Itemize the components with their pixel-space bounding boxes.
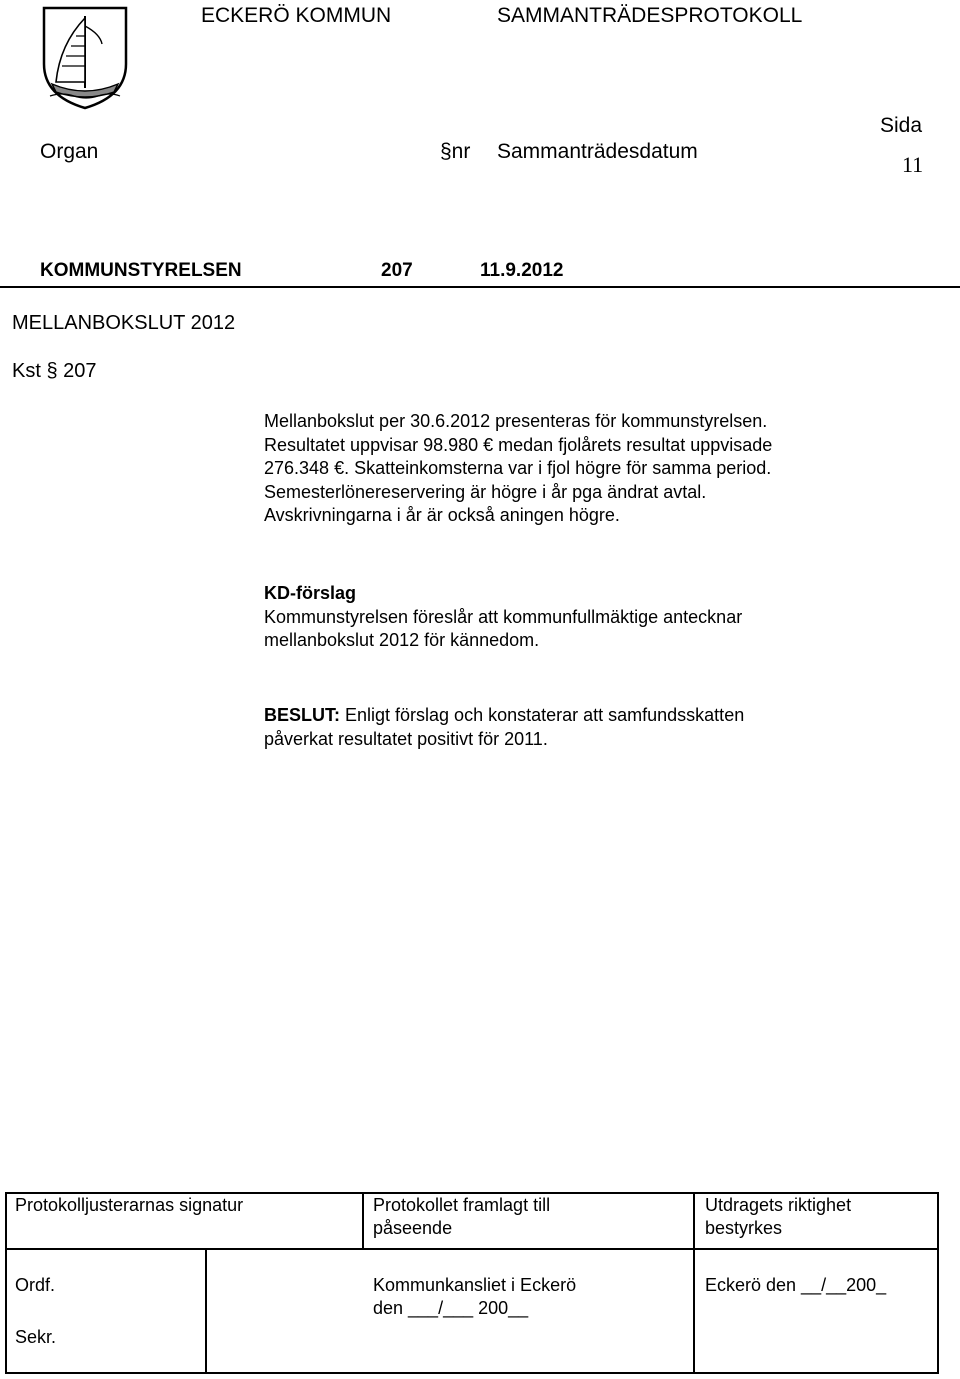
signature-head — [15, 1194, 243, 1217]
page-number: 11 — [902, 152, 924, 177]
section-reference: Kst § 207 — [12, 360, 97, 382]
body-paragraph — [264, 410, 772, 528]
meeting-date-value: 11.9.2012 — [480, 260, 564, 281]
posted-body-line: den ___/___ 200__ — [373, 1298, 529, 1318]
decision-text: Enligt förslag och konstaterar att samfundsskatten — [340, 705, 745, 725]
page-label: Sida — [880, 114, 923, 137]
signature-table-row-divider — [7, 1248, 937, 1250]
document-title: MELLANBOKSLUT 2012 — [12, 312, 236, 334]
posted-head-line: Protokollet framlagt till — [373, 1195, 551, 1215]
decision-line — [264, 704, 744, 728]
meeting-date-label: Sammanträdesdatum — [497, 140, 698, 163]
paragraph-line: Avskrivningarna i år är också aningen högre. — [264, 505, 620, 525]
posted-head — [373, 1194, 550, 1240]
certified-head — [705, 1194, 851, 1240]
header-divider — [0, 286, 960, 288]
signature-table — [5, 1192, 939, 1374]
certified-head-line: bestyrkes — [705, 1218, 783, 1238]
paragraph-line: Mellanbokslut per 30.6.2012 presenteras för kommunstyrelsen. — [264, 411, 768, 431]
posted-body — [373, 1274, 576, 1320]
proposal-line: mellanbokslut 2012 för kännedom. — [264, 630, 540, 650]
paragraph-line: Resultatet uppvisar 98.980 € medan fjolårets resultat uppvisade — [264, 434, 773, 455]
signature-table-col-divider — [693, 1194, 695, 1372]
posted-body-line: Kommunkansliet i Eckerö — [373, 1275, 577, 1295]
signature-table-col-divider — [205, 1248, 207, 1372]
section-number-value: 207 — [381, 260, 413, 281]
proposal-block — [264, 582, 742, 653]
decision-line: påverkat resultatet positivt för 2011. — [264, 728, 548, 749]
organ-label: Organ — [40, 140, 99, 163]
secretary-label: Sekr. — [15, 1327, 57, 1347]
chair-label: Ordf. — [15, 1275, 56, 1295]
decision-label: BESLUT: — [264, 705, 340, 725]
organ-value: KOMMUNSTYRELSEN — [40, 260, 242, 281]
certified-head-line: Utdragets riktighet — [705, 1195, 852, 1215]
paragraph-line: 276.348 €. Skatteinkomsterna var i fjol högre för samma period. — [264, 458, 772, 478]
signature-table-col-divider — [362, 1194, 364, 1248]
paragraph-line: Semesterlönereservering är högre i år pga ändrat avtal. — [264, 481, 707, 502]
certified-body: Eckerö den __/__200_ — [705, 1275, 887, 1295]
signature-head-text: Protokolljusterarnas signatur — [15, 1195, 244, 1215]
proposal-line: Kommunstyrelsen föreslår att kommunfullmäktige antecknar — [264, 606, 743, 627]
proposal-heading: KD-förslag — [264, 583, 357, 603]
municipality-logo — [40, 4, 130, 112]
section-number-label: §nr — [440, 140, 471, 163]
decision-block — [264, 704, 744, 751]
document-type: SAMMANTRÄDESPROTOKOLL — [497, 4, 803, 27]
posted-head-line: påseende — [373, 1218, 453, 1238]
municipality-name: ECKERÖ KOMMUN — [201, 4, 392, 27]
